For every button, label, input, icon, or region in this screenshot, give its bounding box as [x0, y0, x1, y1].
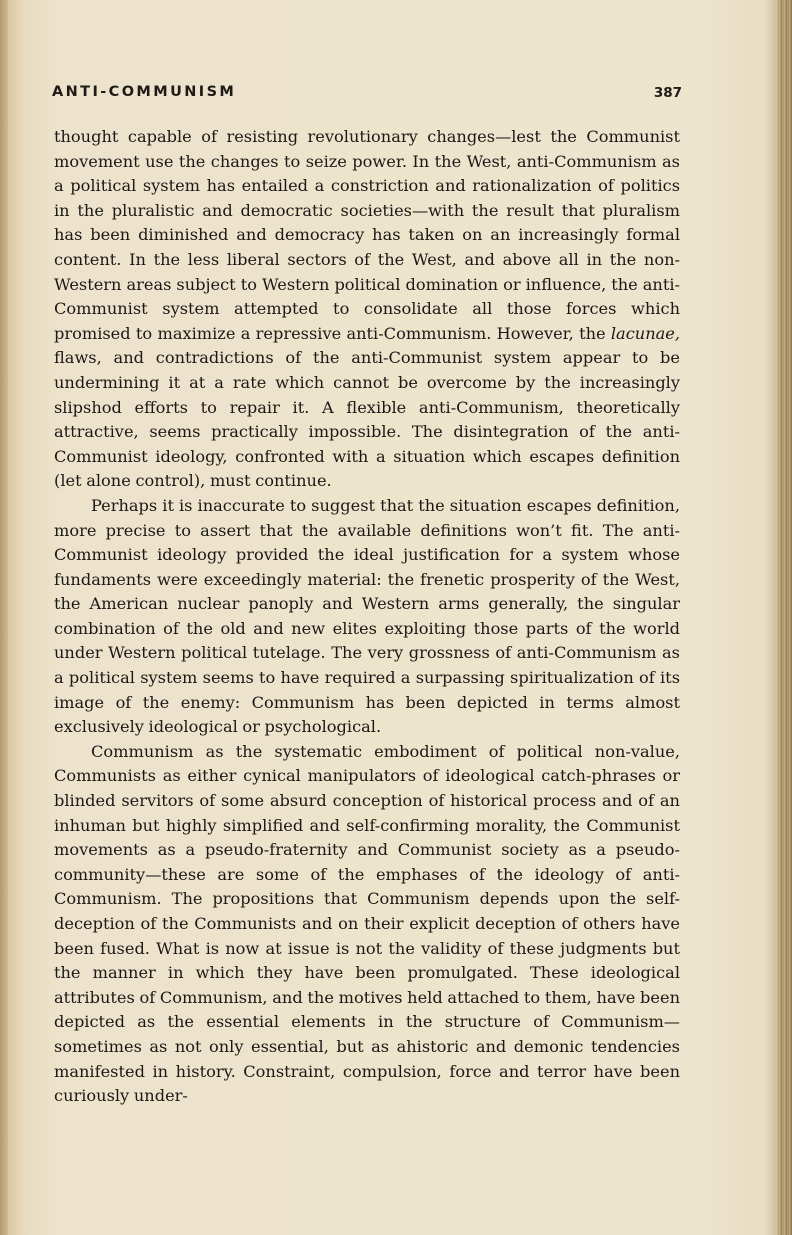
paragraph-2: Perhaps it is inaccurate to suggest that the situation escapes definition, more precise to assert that the available definitions won’t fit. The anti-Communist ideology provided the ideal justification for a system whose fundaments were exceedingly material: the frenetic prosperity of the West, the American nuclear panoply and Western arms generally, the singular combination of the old and new elites exploiting those parts of the world under Western political tutelage. The very grossness of anti-Communism as a political system seems to have required a surpassing spiritualization of its image of the enemy: Communism has been depicted in terms almost exclusively ideological or psychological. [54, 495, 680, 737]
italic-term: lacunae, [610, 323, 680, 343]
page-number: 387 [653, 85, 682, 101]
running-title: ANTI-COMMUNISM [52, 84, 237, 100]
page-fore-edge [778, 0, 792, 1235]
paragraph-1 [54, 125, 680, 494]
page-gutter-edge [0, 0, 8, 1235]
paragraph-3: Communism as the systematic embodiment of political non-value, Communists as either cynical manipulators of ideological catch-phrases or blinded servitors of some absurd conception of historical process and of an inhuman but highly simplified and self-confirming morality, the Communist movements as a pseudo-fraternity and Communist society as a pseudo-community—these are some of the emphases of the ideology of anti-Communism. The propositions that Communism depends upon the self-deception of the Communists and on their explicit deception of others have been fused. What is now at issue is not the validity of these judgments but the manner in which they have been promulgated. These ideological attributes of Communism, and the motives held attached to them, have been depicted as the essential elements in the structure of Communism—sometimes as not only essential, but as ahistoric and demonic tendencies manifested in history. Constraint, compulsion, force and terror have been curiously under- [54, 741, 680, 1106]
paragraph-1-text-end: flaws, and contradictions of the anti-Communist system appear to be undermining it at a rate which cannot be overcome by the increasingly slipshod efforts to repair it. A flexible anti-Communism, theoretically attractive, seems practically impossible. The disintegration of the anti-Communist ideology, confronted with a situation which escapes definition (let alone control), must continue. [54, 348, 680, 491]
running-head [52, 84, 682, 106]
paragraph-1-text-start: thought capable of resisting revolutionary changes—lest the Communist movement use the changes to seize power. In the West, anti-Communism as a political system has entailed a constriction and rationalization of politics in the pluralistic and democratic societies—with the result that pluralism has been diminished and democracy has taken on an increasingly formal content. In the less liberal sectors of the West, and above all in the non-Western areas subject to Western political domination or influence, the anti-Communist system attempted to consolidate all those forces which promised to maximize a repressive anti-Communism. However, the [54, 127, 680, 343]
body-text [54, 125, 680, 1109]
